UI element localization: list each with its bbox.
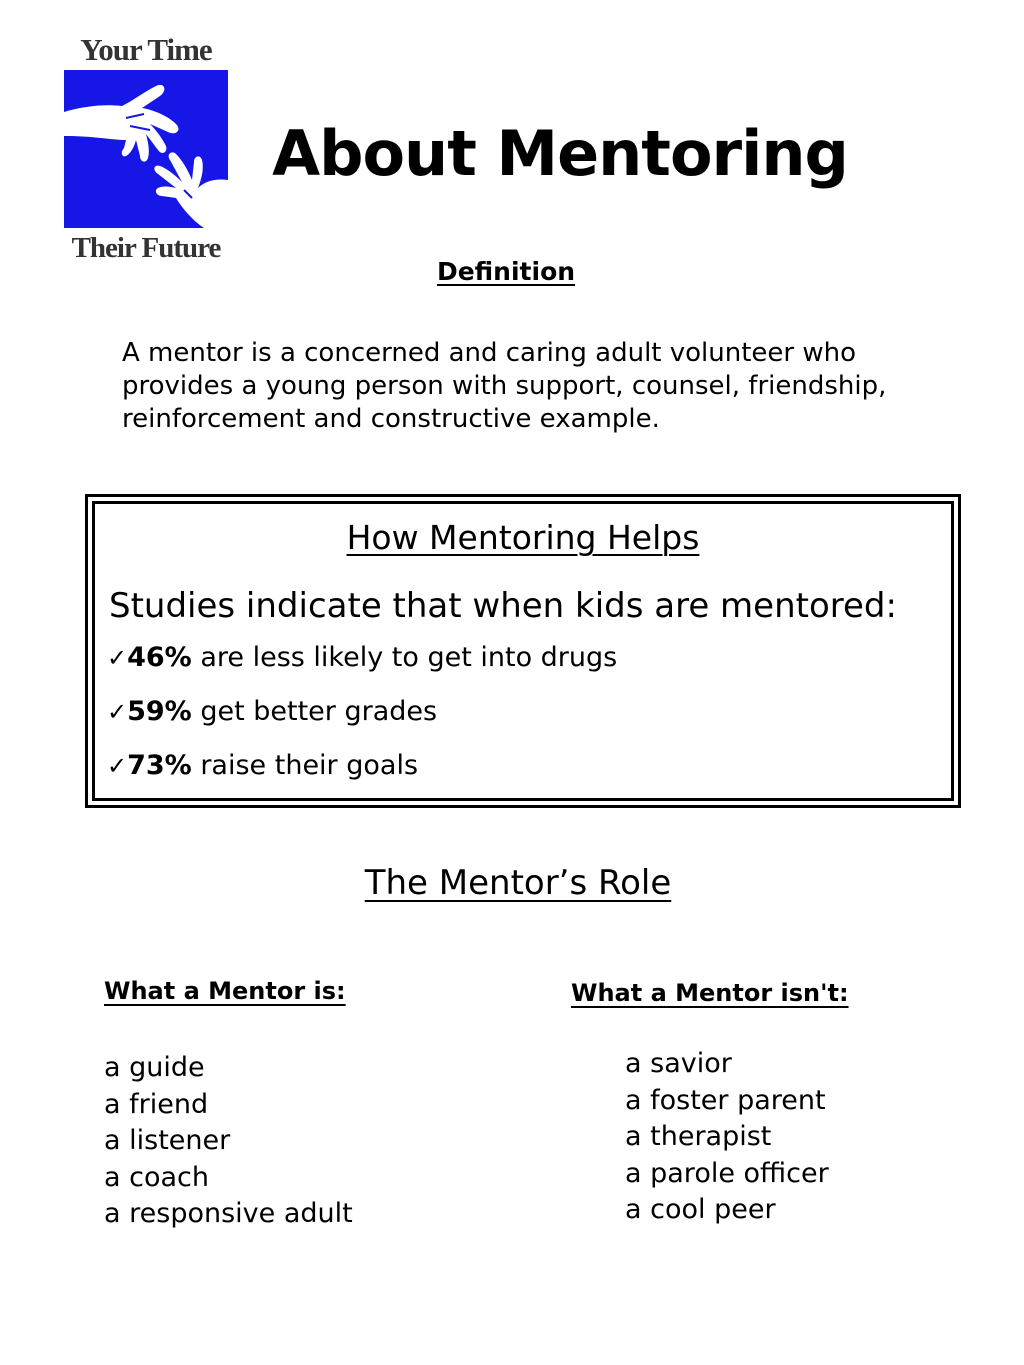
mentor-role-heading: The Mentor’s Role bbox=[364, 863, 672, 903]
two-hands-icon bbox=[64, 70, 228, 228]
mentor-is-list bbox=[104, 1050, 353, 1233]
definition-text: A mentor is a concerned and caring adult volunteer who provides a young person with support, counsel, friendship, reinforcement and constructive example. bbox=[122, 338, 887, 434]
checkmark-icon: ✓ bbox=[107, 698, 128, 726]
list-item: a savior bbox=[625, 1048, 732, 1079]
list-item: a foster parent bbox=[625, 1084, 826, 1116]
stat-text: are less likely to get into drugs bbox=[191, 642, 618, 673]
stat-percent: 73% bbox=[127, 750, 192, 781]
list-item: a listener bbox=[104, 1125, 231, 1156]
checkmark-icon: ✓ bbox=[107, 752, 128, 780]
list-item: a coach bbox=[104, 1161, 209, 1193]
page-title: About Mentoring bbox=[272, 117, 848, 190]
checkmark-icon: ✓ bbox=[107, 644, 128, 672]
definition-heading: Definition bbox=[436, 257, 576, 286]
list-item: a parole officer bbox=[625, 1157, 829, 1189]
stat-percent: 59% bbox=[127, 696, 192, 727]
logo-top-text: Your Time bbox=[80, 32, 212, 67]
mentor-isnt-heading: What a Mentor isn't: bbox=[571, 979, 849, 1007]
logo bbox=[58, 32, 234, 268]
mentoring-helps-inner-border bbox=[92, 501, 954, 801]
mentoring-helps-box bbox=[85, 494, 961, 808]
stat-percent: 46% bbox=[127, 642, 192, 673]
list-item: a cool peer bbox=[625, 1194, 776, 1225]
list-item: a friend bbox=[104, 1088, 209, 1120]
mentor-is-heading: What a Mentor is: bbox=[104, 977, 346, 1005]
logo-bottom-text: Their Future bbox=[71, 232, 221, 264]
stat-item bbox=[107, 640, 617, 676]
mentor-isnt-list bbox=[625, 1046, 829, 1229]
list-item: a responsive adult bbox=[104, 1198, 353, 1229]
list-item: a therapist bbox=[625, 1121, 772, 1152]
stat-item bbox=[107, 748, 418, 784]
stat-text: raise their goals bbox=[191, 750, 419, 781]
helps-title: How Mentoring Helps bbox=[346, 518, 700, 557]
stat-item bbox=[107, 694, 437, 730]
list-item: a guide bbox=[104, 1052, 205, 1083]
helps-intro: Studies indicate that when kids are mentored: bbox=[109, 586, 897, 626]
stat-text: get better grades bbox=[191, 696, 438, 727]
